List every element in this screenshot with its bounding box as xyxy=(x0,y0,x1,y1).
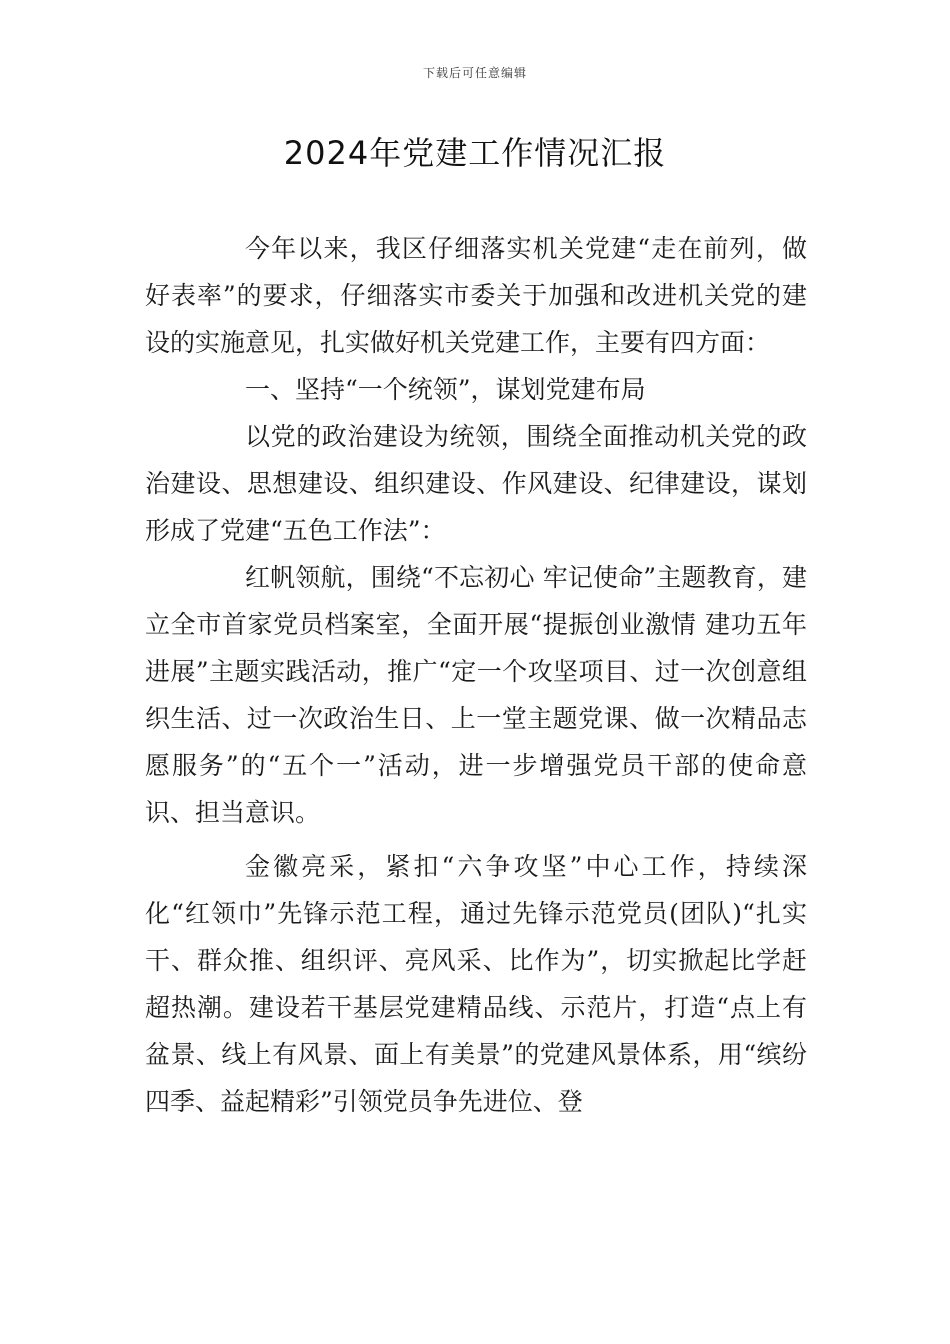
paragraph-intro: 今年以来，我区仔细落实机关党建“走在前列，做好表率”的要求，仔细落实市委关于加强和改进机关党的建设的实施意见，扎实做好机关党建工作，主要有四方面： xyxy=(145,234,807,357)
paragraph-section-1: 以党的政治建设为统领，围绕全面推动机关党的政治建设、思想建设、组织建设、作风建设、纪律建设，谋划形成了党建“五色工作法”： xyxy=(145,422,807,545)
document-body xyxy=(145,225,807,1125)
page-title: 2024年党建工作情况汇报 xyxy=(283,134,667,172)
paragraph-red-sail: 红帆领航，围绕“不忘初心 牢记使命”主题教育，建立全市首家党员档案室，全面开展“提振创业激情 建功五年进展”主题实践活动，推广“定一个攻坚项目、过一次创意组织生活、过一次政治生日、上一堂主题党课、做一次精品志愿服务”的“五个一”活动，进一步增强党员干部的使命意识、担当意识。 xyxy=(145,563,807,827)
section-heading-1: 一、坚持“一个统领”，谋划党建布局 xyxy=(245,375,646,404)
header-note: 下载后可任意编辑 xyxy=(422,66,527,80)
paragraph-golden-badge: 金徽亮采，紧扣“六争攻坚”中心工作，持续深化“红领巾”先锋示范工程，通过先锋示范党员(团队)“扎实干、群众推、组织评、亮风采、比作为”，切实掀起比学赶超热潮。建设若干基层党建精品线、示范片，打造“点上有盆景、线上有风景、面上有美景”的党建风景体系，用“缤纷四季、益起精彩”引领党员争先进位、登 xyxy=(145,852,807,1116)
